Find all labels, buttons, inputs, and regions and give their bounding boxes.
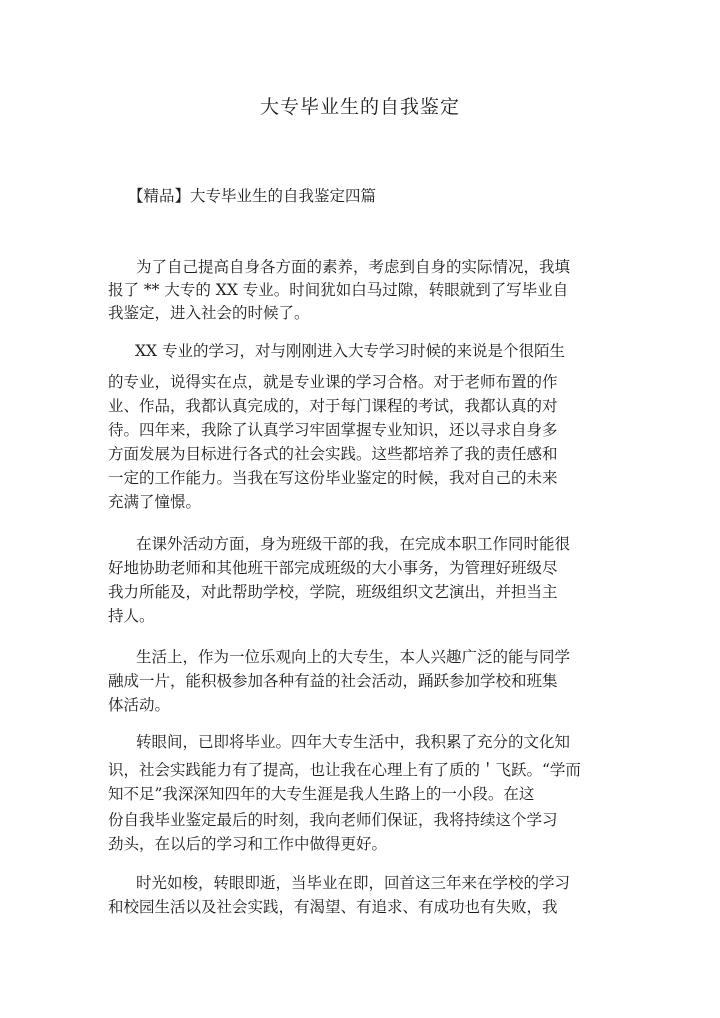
paragraph-line: 转眼间，已即将毕业。四年大专生活中，我积累了充分的文化知	[136, 733, 571, 751]
paragraph-line: 和校园生活以及社会实践，有渴望、有追求、有成功也有失败，我	[108, 898, 558, 916]
paragraph-line: 一定的工作能力。当我在写这份毕业鉴定的时候，我对自己的未来	[108, 469, 558, 487]
paragraph-line: 报了 ** 大专的 XX 专业。时间犹如白马过隙，转眼就到了写毕业自	[108, 281, 569, 299]
paragraph-line: 为了自己提高自身各方面的素养，考虑到自身的实际情况，我填	[136, 258, 571, 276]
paragraph-line: 我力所能及，对此帮助学校，学院，班级组织文艺演出，并担当主	[108, 583, 558, 601]
document-title: 大专毕业生的自我鉴定	[259, 96, 460, 118]
paragraph-line: 知不足”我深深知四年的大专生涯是我人生路上的一小段。在这	[108, 785, 535, 803]
paragraph-line: 体活动。	[108, 696, 171, 714]
paragraph-line: 待。四年来，我除了认真学习牢固掌握专业知识，还以寻求自身多	[108, 421, 558, 439]
paragraph-line: 我鉴定，进入社会的时候了。	[108, 304, 310, 322]
paragraph-line: 劲头，在以后的学习和工作中做得更好。	[108, 835, 388, 853]
document-subtitle: 【精品】大专毕业生的自我鉴定四篇	[128, 187, 377, 205]
paragraph-line: 充满了憧憬。	[108, 493, 202, 511]
paragraph-line: 方面发展为目标进行各式的社会实践。这些都培养了我的责任感和	[108, 445, 558, 463]
paragraph-line: 生活上，作为一位乐观向上的大专生，本人兴趣广泛的能与同学	[136, 648, 571, 666]
paragraph-line: XX 专业的学习，对与刚刚进入大专学习时候的来说是个很陌生	[135, 342, 565, 360]
paragraph-line: 在课外活动方面，身为班级干部的我，在完成本职工作同时能很	[136, 535, 571, 553]
paragraph-line: 份自我毕业鉴定最后的时刻，我向老师们保证，我将持续这个学习	[108, 811, 558, 829]
paragraph-line: 好地协助老师和其他班干部完成班级的大小事务，为管理好班级尽	[108, 559, 558, 577]
paragraph-line: 业、作品，我都认真完成的，对于每门课程的考试，我都认真的对	[108, 397, 558, 415]
paragraph-line: 时光如梭，转眼即逝，当毕业在即，回首这三年来在学校的学习	[136, 874, 571, 892]
paragraph-line: 识，社会实践能力有了提高，也让我在心理上有了质的＇飞跃。“学而	[108, 761, 581, 779]
paragraph-line: 持人。	[108, 607, 155, 625]
paragraph-line: 的专业，说得实在点，就是专业课的学习合格。对于老师布置的作	[108, 373, 558, 391]
paragraph-line: 融成一片，能积极参加各种有益的社会活动，踊跃参加学校和班集	[108, 672, 558, 690]
